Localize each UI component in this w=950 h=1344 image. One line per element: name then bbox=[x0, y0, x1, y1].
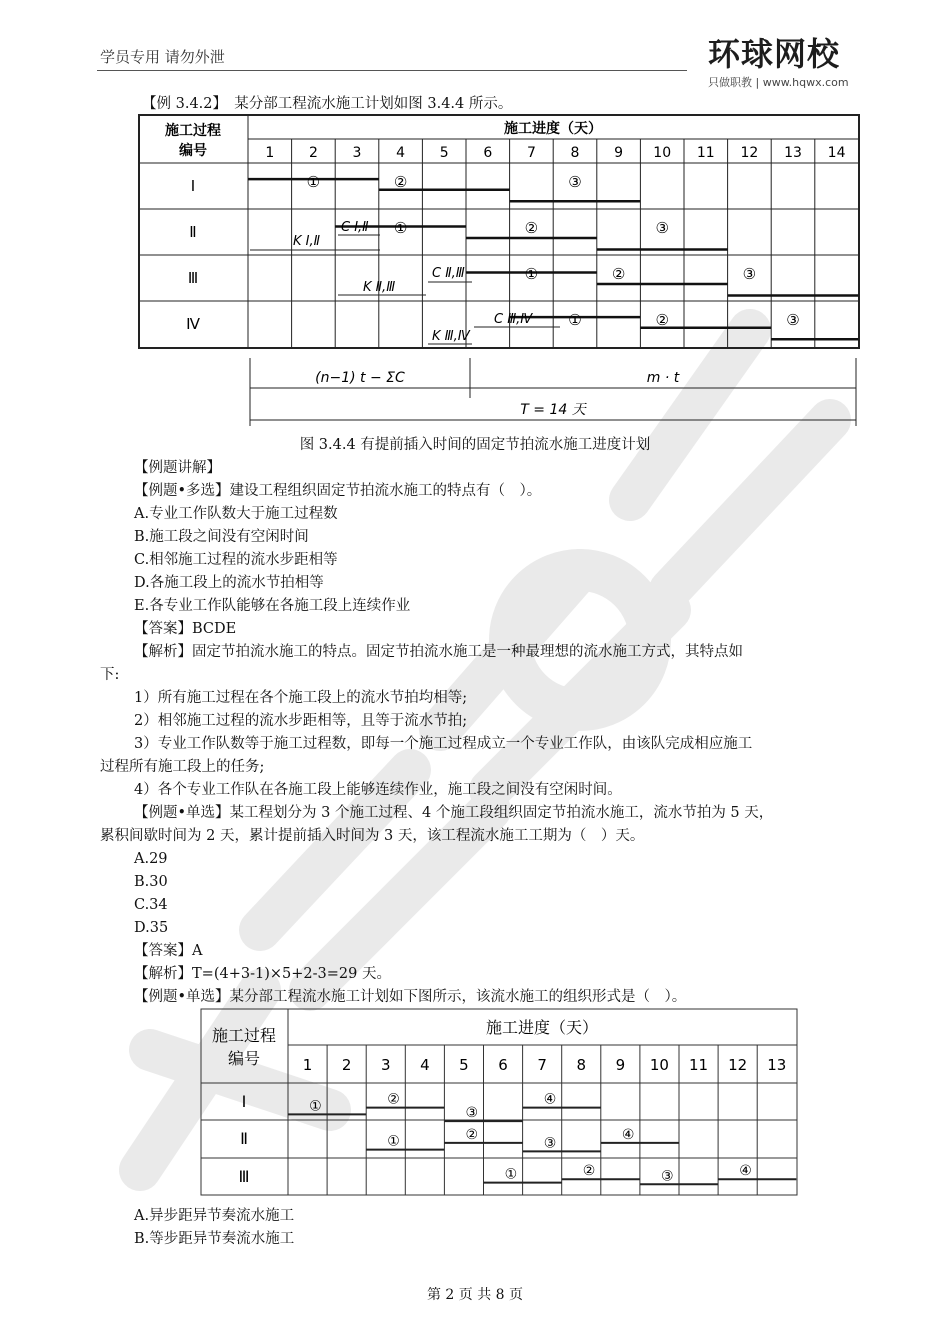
fig1-total-duration: T = 14 天 bbox=[520, 402, 586, 418]
fig1-col-header-no: 编号 bbox=[179, 143, 207, 159]
fig1-day-label: 5 bbox=[439, 145, 449, 161]
brand-logo bbox=[708, 36, 878, 90]
q1-point: 2）相邻施工过程的流水步距相等，且等于流水节拍; bbox=[134, 713, 468, 729]
fig1-segment-label: ③ bbox=[742, 265, 757, 283]
header-note: 学员专用 请勿外泄 bbox=[100, 48, 225, 66]
fig1-day-label: 1 bbox=[265, 145, 275, 161]
fig2-segment-label: ① bbox=[309, 1098, 322, 1115]
q1-option-a: A.专业工作队数大于施工过程数 bbox=[134, 506, 338, 522]
figure-caption: 图 3.4.4 有提前插入时间的固定节拍流水施工进度计划 bbox=[299, 437, 651, 453]
fig2-segment-label: ④ bbox=[739, 1163, 752, 1180]
fig2-day-label: 12 bbox=[728, 1056, 748, 1074]
fig1-segment-label: ① bbox=[393, 219, 408, 237]
fig1-day-label: 2 bbox=[308, 145, 318, 161]
q3-option-a: A.异步距异节奏流水施工 bbox=[134, 1208, 295, 1224]
q1-point: 4）各个专业工作队在各施工段上能够连续作业，施工段之间没有空闲时间。 bbox=[134, 782, 622, 798]
fig1-c12-label: C Ⅰ,Ⅱ bbox=[341, 220, 369, 235]
fig2-col-header-process: 施工过程 bbox=[211, 1026, 277, 1045]
q1-option-e: E.各专业工作队能够在各施工段上连续作业 bbox=[134, 598, 411, 614]
fig2-row-label: Ⅱ bbox=[240, 1129, 248, 1148]
fig2-day-label: 9 bbox=[615, 1056, 626, 1074]
fig2-day-label: 5 bbox=[459, 1056, 469, 1074]
fig2-segment-label: ④ bbox=[621, 1126, 635, 1143]
q1-stem: 【例题•多选】建设工程组织固定节拍流水施工的特点有（ ）。 bbox=[134, 483, 542, 499]
fig1-segment-label: ③ bbox=[568, 173, 582, 191]
fig2-day-label: 13 bbox=[767, 1056, 787, 1074]
q3-option-b: B.等步距异节奏流水施工 bbox=[134, 1231, 295, 1247]
q2-stem: 【例题•单选】某工程划分为 3 个施工过程、4 个施工段组织固定节拍流水施工，流水节拍为 5 天， bbox=[134, 805, 774, 821]
fig2-day-label: 1 bbox=[302, 1056, 313, 1074]
q1-option-b: B.施工段之间没有空闲时间 bbox=[134, 529, 309, 545]
fig2-segment-label: ③ bbox=[660, 1168, 674, 1185]
q1-option-c: C.相邻施工过程的流水步距相等 bbox=[134, 552, 338, 568]
fig2-day-label: 7 bbox=[537, 1056, 547, 1074]
q1-option-d: D.各施工段上的流水节拍相等 bbox=[134, 575, 324, 591]
fig1-day-label: 13 bbox=[784, 145, 802, 161]
fig2-segment-label: ① bbox=[504, 1166, 518, 1183]
logo-text: 环球网校 bbox=[708, 35, 841, 73]
fig2-day-label: 11 bbox=[689, 1056, 709, 1074]
fig2-segment-label: ② bbox=[582, 1163, 596, 1180]
fig1-formula-right: m · t bbox=[646, 370, 680, 386]
fig1-row-label: Ⅱ bbox=[189, 223, 197, 241]
q1-point-cont: 过程所有施工段上的任务; bbox=[100, 759, 265, 775]
fig1-day-label: 12 bbox=[740, 145, 759, 161]
fig1-day-label: 3 bbox=[352, 145, 362, 161]
q1-analysis-cont: 下: bbox=[100, 667, 120, 683]
fig1-progress-header: 施工进度（天） bbox=[504, 121, 602, 137]
fig2-segment-label: ③ bbox=[465, 1105, 479, 1122]
q2-option-b: B.30 bbox=[134, 874, 168, 890]
logo-tagline: 只做职教 | www.hqwx.com bbox=[708, 76, 849, 89]
figure-3-4-4 bbox=[138, 114, 862, 430]
q2-option-a: A.29 bbox=[134, 851, 168, 867]
fig1-row-label: Ⅲ bbox=[187, 269, 199, 287]
fig2-col-header-no: 编号 bbox=[227, 1049, 261, 1068]
fig1-segment-label: ② bbox=[655, 311, 669, 329]
fig1-segment-label: ② bbox=[611, 265, 626, 283]
figure-q3-schedule bbox=[200, 1008, 800, 1198]
fig1-k12-label: K Ⅰ,Ⅱ bbox=[293, 234, 321, 249]
fig2-segment-label: ② bbox=[387, 1091, 400, 1108]
fig1-day-label: 10 bbox=[653, 145, 672, 161]
fig1-day-label: 7 bbox=[526, 145, 536, 161]
fig1-day-label: 6 bbox=[483, 145, 493, 161]
fig2-day-label: 6 bbox=[498, 1056, 508, 1074]
section-heading: 【例题讲解】 bbox=[134, 460, 221, 476]
fig1-day-label: 8 bbox=[570, 145, 580, 161]
fig2-day-label: 8 bbox=[576, 1056, 587, 1074]
fig1-day-label: 11 bbox=[696, 145, 715, 161]
fig2-day-label: 10 bbox=[649, 1056, 669, 1074]
fig2-segment-label: ① bbox=[387, 1133, 400, 1150]
fig2-segment-label: ③ bbox=[543, 1135, 557, 1152]
q1-answer: 【答案】BCDE bbox=[134, 621, 237, 637]
fig1-k23-label: K Ⅱ,Ⅲ bbox=[363, 280, 396, 295]
q3-stem: 【例题•单选】某分部工程流水施工计划如下图所示，该流水施工的组织形式是（ ）。 bbox=[134, 989, 687, 1005]
fig1-segment-label: ① bbox=[306, 173, 321, 191]
q1-point: 1）所有施工过程在各个施工段上的流水节拍均相等; bbox=[134, 690, 468, 706]
q2-option-d: D.35 bbox=[134, 920, 169, 936]
fig2-progress-header: 施工进度（天） bbox=[485, 1018, 599, 1037]
fig1-segment-label: ② bbox=[524, 219, 539, 237]
fig1-row-label: Ⅳ bbox=[186, 315, 200, 333]
fig1-c23-label: C Ⅱ,Ⅲ bbox=[432, 266, 465, 281]
fig2-day-label: 2 bbox=[341, 1056, 352, 1074]
fig1-segment-label: ③ bbox=[655, 219, 669, 237]
fig1-col-header-process: 施工过程 bbox=[165, 123, 221, 139]
fig1-day-label: 4 bbox=[396, 145, 406, 161]
fig2-segment-label: ② bbox=[465, 1126, 479, 1143]
fig2-row-label: Ⅰ bbox=[241, 1092, 247, 1111]
fig1-k34-label: K Ⅲ,Ⅳ bbox=[432, 329, 470, 344]
fig1-day-label: 14 bbox=[827, 145, 846, 161]
example-intro: 【例 3.4.2】 某分部工程流水施工计划如图 3.4.4 所示。 bbox=[142, 96, 513, 112]
q2-stem-cont: 累积间歇时间为 2 天，累计提前插入时间为 3 天，该工程流水施工工期为（ ）天。 bbox=[100, 828, 645, 844]
q2-answer: 【答案】A bbox=[134, 943, 203, 959]
fig1-day-label: 9 bbox=[614, 145, 624, 161]
header-rule bbox=[97, 70, 687, 71]
fig1-segment-label: ① bbox=[568, 311, 582, 329]
fig2-day-label: 3 bbox=[380, 1056, 391, 1074]
fig1-formula-left: (n−1) t − ΣC bbox=[315, 370, 405, 386]
q1-analysis: 【解析】固定节拍流水施工的特点。固定节拍流水施工是一种最理想的流水施工方式，其特点如 bbox=[134, 644, 743, 660]
fig1-segment-label: ③ bbox=[786, 311, 800, 329]
fig1-segment-label: ① bbox=[524, 265, 539, 283]
page-footer: 第 2 页 共 8 页 bbox=[426, 1287, 524, 1303]
q1-point: 3）专业工作队数等于施工过程数，即每一个施工过程成立一个专业工作队，由该队完成相应施工 bbox=[134, 736, 753, 752]
fig1-row-label: Ⅰ bbox=[190, 177, 196, 195]
fig2-segment-label: ④ bbox=[543, 1091, 557, 1108]
fig2-row-label: Ⅲ bbox=[238, 1167, 250, 1186]
q2-option-c: C.34 bbox=[134, 897, 168, 913]
q2-analysis: 【解析】T=(4+3-1)×5+2-3=29 天。 bbox=[134, 966, 391, 982]
fig1-c34-label: C Ⅲ,Ⅳ bbox=[494, 312, 533, 327]
fig1-segment-label: ② bbox=[393, 173, 408, 191]
fig2-day-label: 4 bbox=[420, 1056, 430, 1074]
